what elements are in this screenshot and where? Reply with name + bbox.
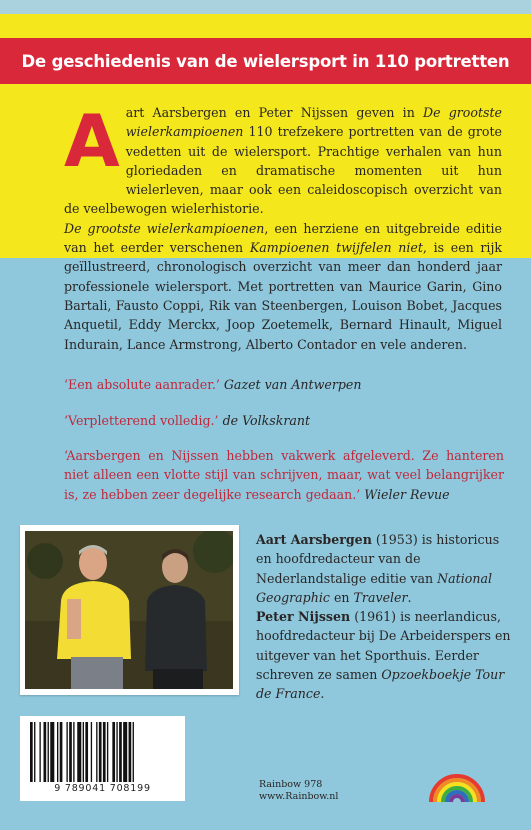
intro-text bbox=[64, 99, 503, 354]
bio-text: (1961) is neerlandicus, hoofdredacteur bij De Arbeiderspers en uitgever van het Sporthuis. Eerder schreven ze samen bbox=[256, 609, 511, 683]
quote-source: Gazet van Antwerpen bbox=[223, 377, 362, 392]
magazine-title: National Geographic bbox=[256, 570, 493, 605]
publisher-info bbox=[259, 779, 338, 803]
intro-p1-text-b: 110 trefzekere portretten van de grote vedetten uit de wielersport. Prachtige verhalen van hun gloriedaden en dramatische momenten uit hun wielerleven, maar ook een caleidoscopisch overzicht van de veelbewogen wielerhistorie. bbox=[64, 124, 502, 217]
book-title: Opzoekboekje Tour de France bbox=[256, 667, 505, 702]
magazine-title: Traveler bbox=[353, 589, 408, 605]
quote-source: Wieler Revue bbox=[364, 486, 450, 502]
author-name: Peter Nijssen bbox=[256, 609, 351, 625]
review-quote bbox=[64, 411, 504, 430]
quote-text: ‘Aarsbergen en Nijssen hebben vakwerk afgeleverd. Ze hanteren niet alleen een vlotte stijl van schrijven, maar, wat veel belangrijker is, ze hebben zeer degelijke research gedaan.’ bbox=[64, 448, 504, 502]
headline-banner bbox=[0, 38, 531, 84]
bio-text: . bbox=[407, 589, 412, 605]
rainbow-logo-icon bbox=[427, 762, 487, 806]
bio-nijssen bbox=[256, 607, 518, 703]
bio-aarsbergen bbox=[256, 530, 518, 607]
author-photo bbox=[20, 525, 239, 695]
intro-p2-book-title: De grootste wielerkampioenen bbox=[64, 220, 265, 236]
quote-text: ‘Een absolute aanrader.’ bbox=[64, 377, 220, 392]
publisher-line: Rainbow 978 bbox=[259, 779, 323, 790]
barcode-bars bbox=[28, 722, 176, 782]
drop-cap: A bbox=[64, 99, 120, 183]
bio-text: . bbox=[320, 686, 325, 702]
author-name: Aart Aarsbergen bbox=[256, 532, 372, 547]
authors-illustration bbox=[25, 531, 233, 689]
barcode bbox=[20, 716, 185, 801]
review-quote bbox=[64, 375, 504, 394]
intro-p2-earlier-title: Kampioenen twijfelen niet bbox=[249, 240, 423, 256]
headline: De geschiedenis van de wielersport in 110 portretten bbox=[21, 51, 510, 71]
bio-text: en bbox=[329, 589, 354, 605]
intro-p1-text-a: art Aarsbergen en Peter Nijssen geven in bbox=[125, 105, 423, 120]
intro-paragraph-2 bbox=[64, 219, 502, 354]
authors-bio bbox=[256, 530, 518, 704]
intro-p2-text-b: , is een rijk geïllustreerd, chronologisch overzicht van meer dan honderd jaar professionele wielersport. Met portretten van Maurice Garin, Gino Bartali, Fausto Coppi, Rik van Steenbergen, Louison Bobet, Jacques Anquetil, Eddy Merckx, Joop Zoetemelk, Bernard Hinault, Miguel Indurain, Lance Armstrong, Alberto Contador en vele anderen. bbox=[64, 240, 502, 352]
bio-text: (1953) is historicus en hoofdredacteur van de Nederlandstalige editie van bbox=[256, 532, 500, 586]
top-border bbox=[0, 0, 531, 14]
review-quote bbox=[64, 446, 504, 504]
intro-p2-text-a: , een herziene en uitgebreide editie van het eerder verschenen bbox=[64, 220, 502, 256]
barcode-number: 9 789041 708199 bbox=[54, 783, 151, 794]
quote-text: ‘Verpletterend volledig.’ bbox=[64, 413, 219, 428]
intro-paragraph-1 bbox=[64, 99, 503, 219]
publisher-url: www.Rainbow.nl bbox=[259, 791, 339, 802]
intro-p1-book-title: De grootste wielerkampioenen bbox=[125, 105, 503, 140]
quote-source: de Volkskrant bbox=[222, 413, 311, 428]
